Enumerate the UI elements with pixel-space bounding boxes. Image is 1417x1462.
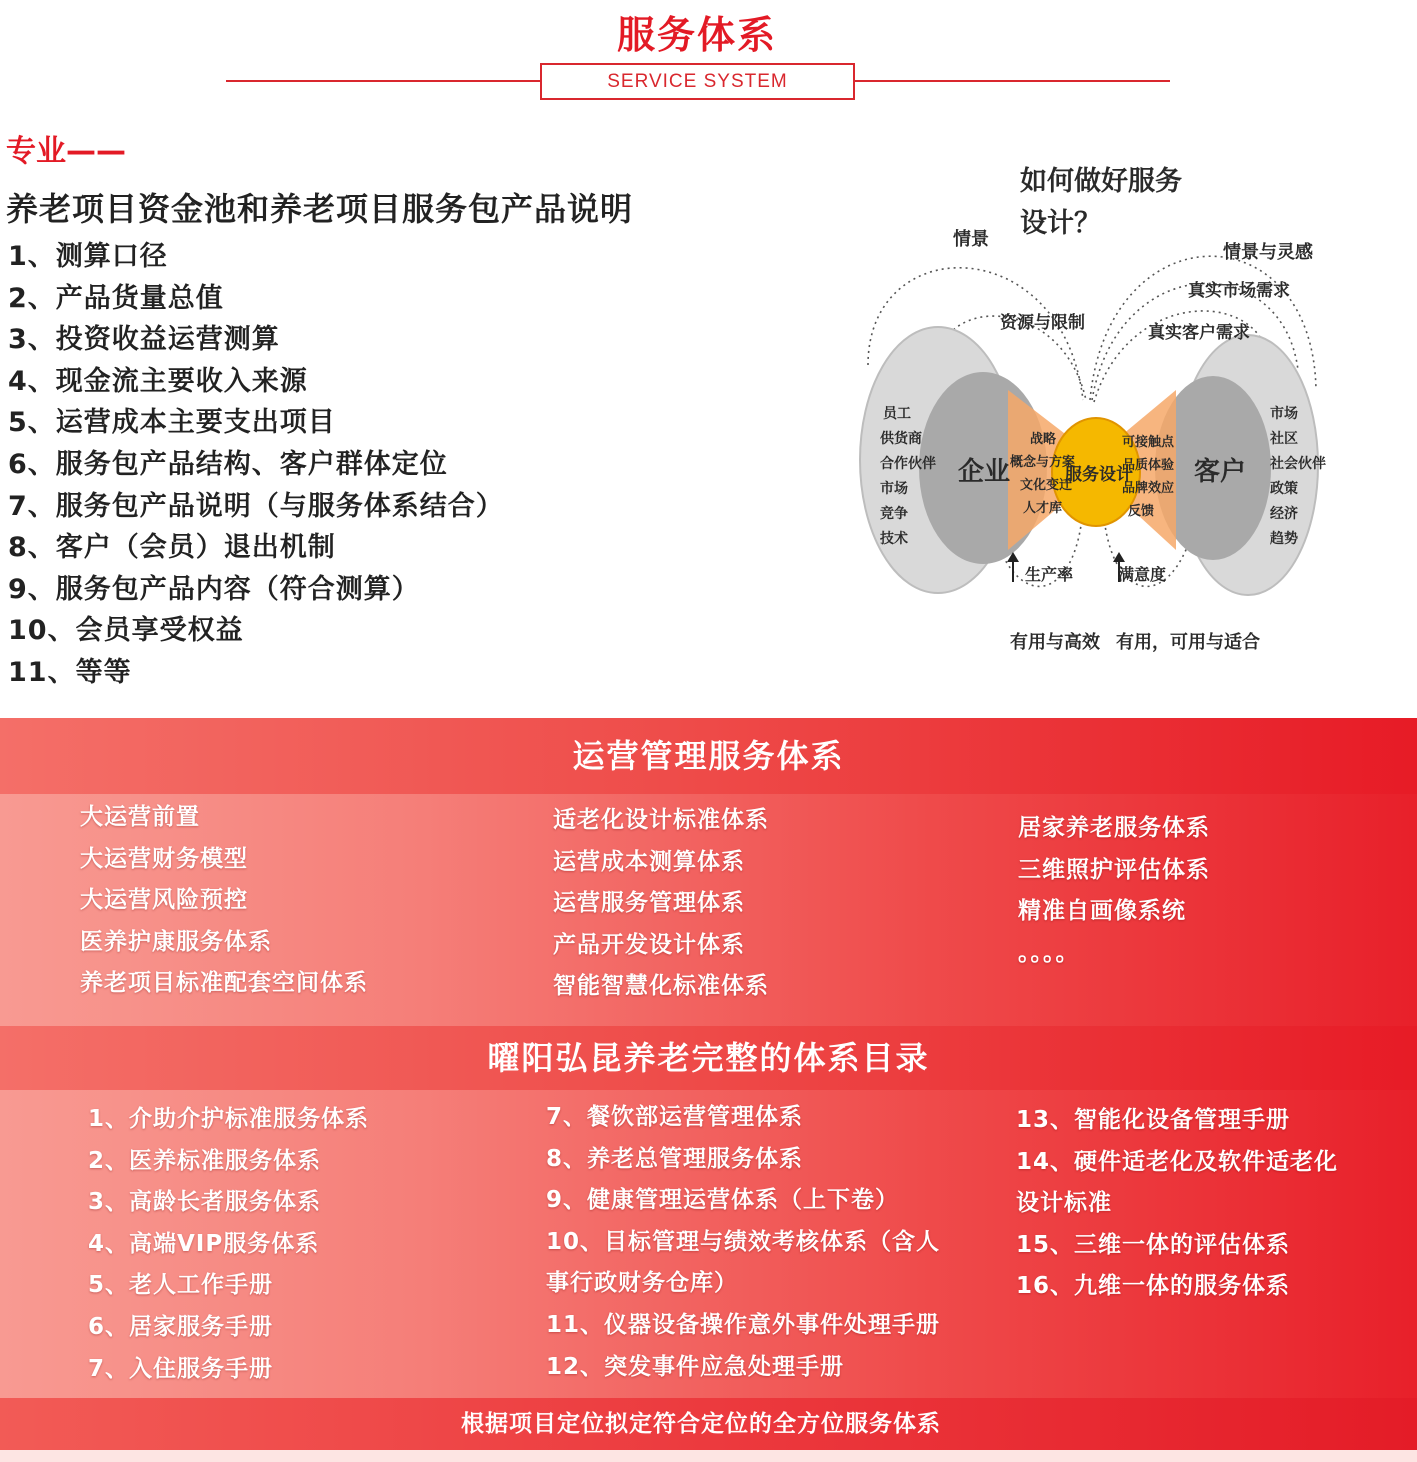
ops-column-2 — [553, 800, 769, 1008]
list-item: 9、健康管理运营体系（上下卷） — [546, 1187, 900, 1214]
enterprise-item: 技术 — [880, 531, 908, 547]
left-wing-item: 人才库 — [1023, 501, 1063, 516]
list-item: 3、高龄长者服务体系 — [88, 1189, 322, 1216]
list-item: 14、硬件适老化及软件适老化 — [1016, 1148, 1339, 1175]
left-wing-item: 文化变迁 — [1020, 478, 1073, 493]
left-wing-item: 概念与方案 — [1010, 455, 1076, 470]
list-item: 医养护康服务体系 — [80, 928, 272, 955]
list-item: 8、养老总管理服务体系 — [546, 1145, 804, 1172]
catalog-column-2 — [546, 1097, 940, 1388]
enterprise-item: 竞争 — [880, 506, 908, 522]
intro-list — [8, 236, 504, 694]
label-scene-left: 情景 — [953, 229, 989, 250]
footer-text: 根据项目定位拟定符合定位的全方位服务体系 — [461, 1411, 941, 1437]
catalog-title: 曜阳弘昆养老完整的体系目录 — [487, 1039, 930, 1077]
divider-left — [226, 80, 542, 82]
list-item: 8、客户（会员）退出机制 — [8, 532, 336, 564]
list-item: 5、老人工作手册 — [88, 1272, 274, 1299]
list-item: 2、产品货量总值 — [8, 282, 224, 314]
label-customer: 客户 — [1194, 457, 1247, 487]
list-item: 7、餐饮部运营管理体系 — [546, 1104, 804, 1130]
label-satisfaction: 满意度 — [1118, 565, 1167, 584]
right-wing-item: 反馈 — [1128, 504, 1155, 519]
footer-strip — [0, 1450, 1417, 1462]
customer-item: 趋势 — [1270, 531, 1298, 547]
enterprise-item: 合作伙伴 — [880, 456, 936, 472]
label-productivity: 生产率 — [1025, 565, 1074, 584]
list-item: 7、服务包产品说明（与服务体系结合） — [8, 490, 504, 522]
list-item: 5、运营成本主要支出项目 — [8, 407, 336, 439]
right-wing-item: 品牌效应 — [1122, 481, 1175, 496]
right-wing-item: 品质体验 — [1122, 458, 1175, 473]
customer-item: 社区 — [1270, 431, 1298, 447]
list-item: 4、现金流主要收入来源 — [8, 365, 308, 397]
list-item: 大运营风险预控 — [80, 887, 248, 914]
divider-right — [854, 80, 1170, 82]
list-item: 。。。。 — [1018, 939, 1080, 966]
list-item: 智能智慧化标准体系 — [553, 973, 769, 1000]
label-enterprise: 企业 — [958, 457, 1011, 487]
right-wing-item: 可接触点 — [1122, 435, 1175, 450]
list-item: 6、服务包产品结构、客户群体定位 — [8, 448, 448, 480]
list-item: 设计标准 — [1016, 1190, 1112, 1217]
list-item: 6、居家服务手册 — [88, 1313, 274, 1340]
list-item: 1、测算口径 — [8, 241, 168, 272]
label-resources: 资源与限制 — [1000, 313, 1085, 333]
label-useful-efficient: 有用与高效 — [1010, 632, 1100, 653]
list-item: 15、三维一体的评估体系 — [1016, 1231, 1291, 1258]
list-item: 9、服务包产品内容（符合测算） — [8, 573, 420, 605]
label-real-customer: 真实客户需求 — [1148, 323, 1250, 343]
list-item: 大运营财务模型 — [80, 845, 248, 872]
ops-title: 运营管理服务体系 — [572, 737, 845, 775]
list-item: 16、九维一体的服务体系 — [1016, 1273, 1291, 1300]
list-item: 事行政财务仓库） — [546, 1270, 738, 1297]
list-item: 7、入住服务手册 — [88, 1355, 274, 1382]
list-item: 运营服务管理体系 — [553, 890, 745, 917]
label-scene-right: 情景与灵感 — [1223, 242, 1313, 263]
list-item: 适老化设计标准体系 — [553, 807, 769, 833]
label-real-market: 真实市场需求 — [1188, 281, 1290, 301]
catalog-column-1 — [88, 1099, 369, 1390]
enterprise-item: 员工 — [883, 406, 911, 422]
list-item: 2、医养标准服务体系 — [88, 1147, 322, 1174]
list-item: 三维照护评估体系 — [1018, 856, 1210, 883]
customer-item: 市场 — [1270, 406, 1298, 422]
ops-column-3 — [1018, 808, 1210, 974]
customer-item: 政策 — [1270, 481, 1298, 497]
page-title: 服务体系 — [616, 13, 777, 57]
list-item: 居家养老服务体系 — [1018, 815, 1210, 841]
list-item: 13、智能化设备管理手册 — [1016, 1107, 1291, 1133]
label-useful-usable: 有用，可用与适合 — [1116, 632, 1260, 653]
list-item: 1、介助介护标准服务体系 — [88, 1106, 370, 1132]
diagram-question-1: 如何做好服务 — [1020, 166, 1182, 197]
left-wing-item: 战略 — [1030, 432, 1057, 447]
list-item: 大运营前置 — [80, 804, 200, 830]
list-item: 11、仪器设备操作意外事件处理手册 — [546, 1311, 941, 1338]
list-item: 运营成本测算体系 — [553, 848, 745, 875]
enterprise-item: 市场 — [880, 481, 908, 497]
list-item: 产品开发设计体系 — [553, 931, 745, 958]
customer-item: 社会伙伴 — [1270, 456, 1326, 472]
page-subtitle: SERVICE SYSTEM — [540, 63, 855, 100]
diagram-question-2: 设计？ — [1020, 208, 1101, 239]
enterprise-item: 供货商 — [880, 431, 922, 447]
label-center: 服务设计 — [1065, 465, 1133, 485]
customer-item: 经济 — [1270, 506, 1298, 522]
catalog-column-3 — [1016, 1100, 1338, 1308]
list-item: 10、会员享受权益 — [8, 615, 244, 647]
section-tag: 专业—— — [6, 134, 126, 169]
list-item: 10、目标管理与绩效考核体系（含人 — [546, 1228, 941, 1255]
list-item: 3、投资收益运营测算 — [8, 324, 280, 356]
list-item: 12、突发事件应急处理手册 — [546, 1353, 845, 1380]
list-item: 精准自画像系统 — [1018, 898, 1186, 925]
list-item: 4、高端VIP服务体系 — [88, 1230, 320, 1257]
ops-column-1 — [80, 797, 368, 1005]
list-item: 养老项目标准配套空间体系 — [80, 970, 368, 997]
section-heading: 养老项目资金池和养老项目服务包产品说明 — [6, 190, 634, 228]
list-item: 11、等等 — [8, 656, 132, 688]
service-design-diagram — [858, 150, 1328, 670]
